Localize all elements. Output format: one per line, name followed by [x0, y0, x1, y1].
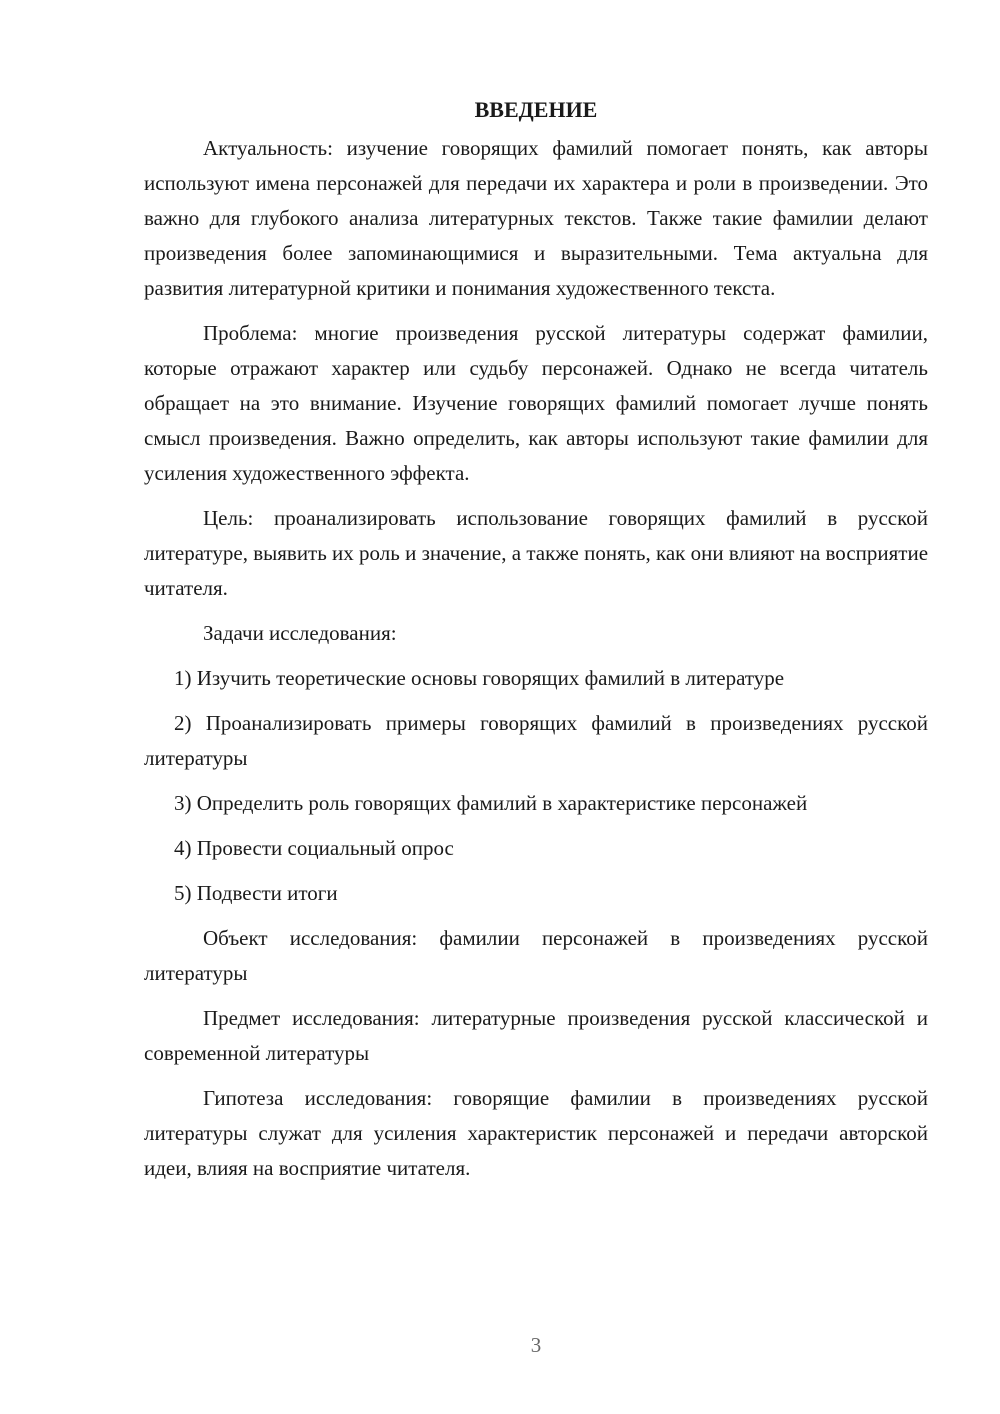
task-item: 2) Проанализировать примеры говорящих фамилий в произведениях русской литературы	[144, 711, 928, 770]
subject-paragraph: Предмет исследования: литературные произведения русской классической и современной литературы	[144, 1006, 928, 1065]
section-heading: ВВЕДЕНИЕ	[474, 97, 598, 122]
task-item: 3) Определить роль говорящих фамилий в характеристике персонажей	[174, 791, 808, 815]
hypothesis-paragraph: Гипотеза исследования: говорящие фамилии в произведениях русской литературы служат для усиления характеристик персонажей и передачи авторской идеи, влияя на восприятие читателя.	[144, 1086, 928, 1180]
problem-paragraph: Проблема: многие произведения русской литературы содержат фамилии, которые отражают характер или судьбу персонажей. Однако не всегда читатель обращает на это внимание. Изучение говорящих фамилий помогает лучше понять смысл произведения. Важно определить, как авторы используют такие фамилии для усиления художественного эффекта.	[144, 321, 928, 485]
tasks-title: Задачи исследования:	[203, 621, 397, 645]
goal-paragraph: Цель: проанализировать использование говорящих фамилий в русской литературе, выявить их роль и значение, а также понять, как они влияют на восприятие читателя.	[144, 506, 929, 600]
task-item: 1) Изучить теоретические основы говорящих фамилий в литературе	[174, 666, 785, 690]
object-paragraph: Объект исследования: фамилии персонажей в произведениях русской литературы	[144, 926, 928, 985]
page-number: 3	[530, 1333, 542, 1357]
task-item: 5) Подвести итоги	[174, 881, 338, 905]
document-page	[144, 92, 928, 1196]
task-item: 4) Провести социальный опрос	[174, 836, 454, 860]
relevance-paragraph: Актуальность: изучение говорящих фамилий помогает понять, как авторы используют имена персонажей для передачи их характера и роли в произведении. Это важно для глубокого анализа литературных текстов. Также такие фамилии делают произведения более запоминающимися и выразительными. Тема актуальна для развития литературной критики и понимания художественного текста.	[144, 136, 928, 300]
